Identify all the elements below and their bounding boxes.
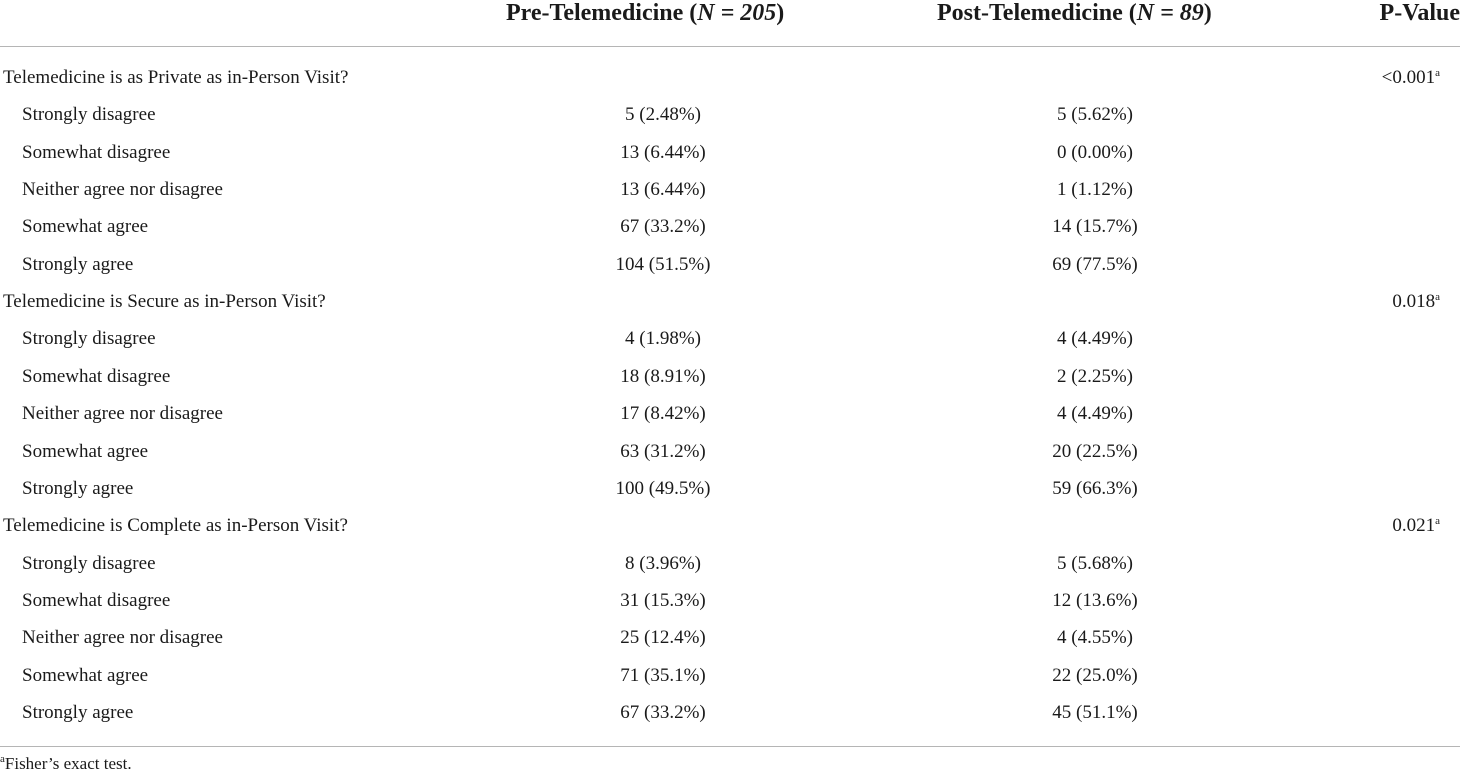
post-telemedicine-value: 69 (77.5%) [1052, 253, 1138, 275]
response-label: Neither agree nor disagree [22, 179, 223, 201]
table-row [0, 477, 1460, 514]
response-label: Somewhat agree [22, 664, 149, 686]
pre-telemedicine-value: 100 (49.5%) [615, 477, 711, 499]
table-row [0, 178, 1460, 215]
post-telemedicine-value: 1 (1.12%) [1057, 179, 1133, 201]
post-telemedicine-value: 4 (4.49%) [1057, 328, 1133, 350]
p-value-footnote-marker: a [1435, 515, 1440, 528]
response-label: Strongly agree [22, 701, 134, 723]
table-row [0, 327, 1460, 364]
table-header [0, 0, 1460, 47]
table-row [0, 664, 1460, 701]
p-value-text: 0.018 [1392, 291, 1436, 313]
post-telemedicine-value: 14 (15.7%) [1052, 216, 1138, 238]
column-header-post-telemedicine: Post-Telemedicine (N = 89) [937, 0, 1212, 26]
post-telemedicine-value: 0 (0.00%) [1057, 141, 1133, 163]
table-row [0, 701, 1460, 738]
table-row [0, 103, 1460, 140]
table-row [0, 402, 1460, 439]
table-row [0, 626, 1460, 663]
pre-telemedicine-value: 13 (6.44%) [620, 179, 706, 201]
p-value-text: 0.021 [1392, 515, 1436, 537]
pre-telemedicine-value: 25 (12.4%) [620, 627, 706, 649]
p-value-text: <0.001 [1381, 67, 1436, 88]
post-telemedicine-value: 5 (5.68%) [1057, 552, 1133, 574]
response-label: Strongly disagree [22, 328, 156, 350]
footnote-text: Fisher’s exact test. [4, 754, 132, 773]
pre-telemedicine-value: 104 (51.5%) [615, 253, 711, 275]
table-footnote [0, 754, 132, 774]
pre-telemedicine-value: 71 (35.1%) [620, 664, 706, 686]
table-row [0, 589, 1460, 626]
pre-telemedicine-value: 67 (33.2%) [620, 216, 706, 238]
p-value [1382, 66, 1440, 90]
response-label: Neither agree nor disagree [22, 627, 223, 649]
question-label: Telemedicine is Complete as in-Person Visit? [3, 515, 348, 537]
response-label: Somewhat agree [22, 216, 149, 238]
pre-telemedicine-value: 5 (2.48%) [625, 104, 701, 126]
post-telemedicine-value: 12 (13.6%) [1052, 589, 1138, 611]
pre-telemedicine-value: 18 (8.91%) [620, 365, 706, 387]
table-bottom-rule [0, 746, 1460, 747]
table-row [0, 552, 1460, 589]
response-label: Somewhat agree [22, 440, 149, 462]
question-label: Telemedicine is as Private as in-Person Visit? [3, 67, 349, 88]
question-row [0, 514, 1460, 551]
pre-telemedicine-value: 31 (15.3%) [620, 589, 706, 611]
post-telemedicine-value: 4 (4.49%) [1057, 403, 1133, 425]
table-row [0, 215, 1460, 252]
post-telemedicine-value: 45 (51.1%) [1052, 701, 1138, 723]
pre-telemedicine-value: 4 (1.98%) [625, 328, 701, 350]
question-row [0, 66, 1460, 103]
response-label: Strongly agree [22, 477, 134, 499]
question-row [0, 290, 1460, 327]
response-label: Strongly disagree [22, 552, 156, 574]
table-row [0, 440, 1460, 477]
pre-telemedicine-value: 63 (31.2%) [620, 440, 706, 462]
response-label: Somewhat disagree [22, 141, 171, 163]
response-label: Somewhat disagree [22, 589, 171, 611]
column-header-p-value: P-Value [1379, 0, 1460, 26]
table-row [0, 253, 1460, 290]
table-row [0, 365, 1460, 402]
post-telemedicine-value: 4 (4.55%) [1057, 627, 1133, 649]
response-label: Strongly agree [22, 253, 134, 275]
response-label: Strongly disagree [22, 104, 156, 126]
pre-telemedicine-value: 8 (3.96%) [625, 552, 701, 574]
pre-telemedicine-value: 17 (8.42%) [620, 403, 706, 425]
table-row [0, 141, 1460, 178]
post-telemedicine-value: 20 (22.5%) [1052, 440, 1138, 462]
response-label: Somewhat disagree [22, 365, 171, 387]
p-value-footnote-marker: a [1435, 67, 1440, 79]
pre-telemedicine-value: 67 (33.2%) [620, 701, 706, 723]
post-telemedicine-value: 5 (5.62%) [1057, 104, 1133, 126]
column-header-pre-telemedicine: Pre-Telemedicine (N = 205) [506, 0, 785, 26]
p-value [1392, 514, 1440, 538]
pre-telemedicine-value: 13 (6.44%) [620, 141, 706, 163]
question-label: Telemedicine is Secure as in-Person Visit? [3, 291, 326, 313]
p-value-footnote-marker: a [1435, 291, 1440, 304]
response-label: Neither agree nor disagree [22, 403, 223, 425]
post-telemedicine-value: 22 (25.0%) [1052, 664, 1138, 686]
p-value [1392, 290, 1440, 314]
post-telemedicine-value: 59 (66.3%) [1052, 477, 1138, 499]
footnote-marker: a [0, 753, 5, 765]
post-telemedicine-value: 2 (2.25%) [1057, 365, 1133, 387]
